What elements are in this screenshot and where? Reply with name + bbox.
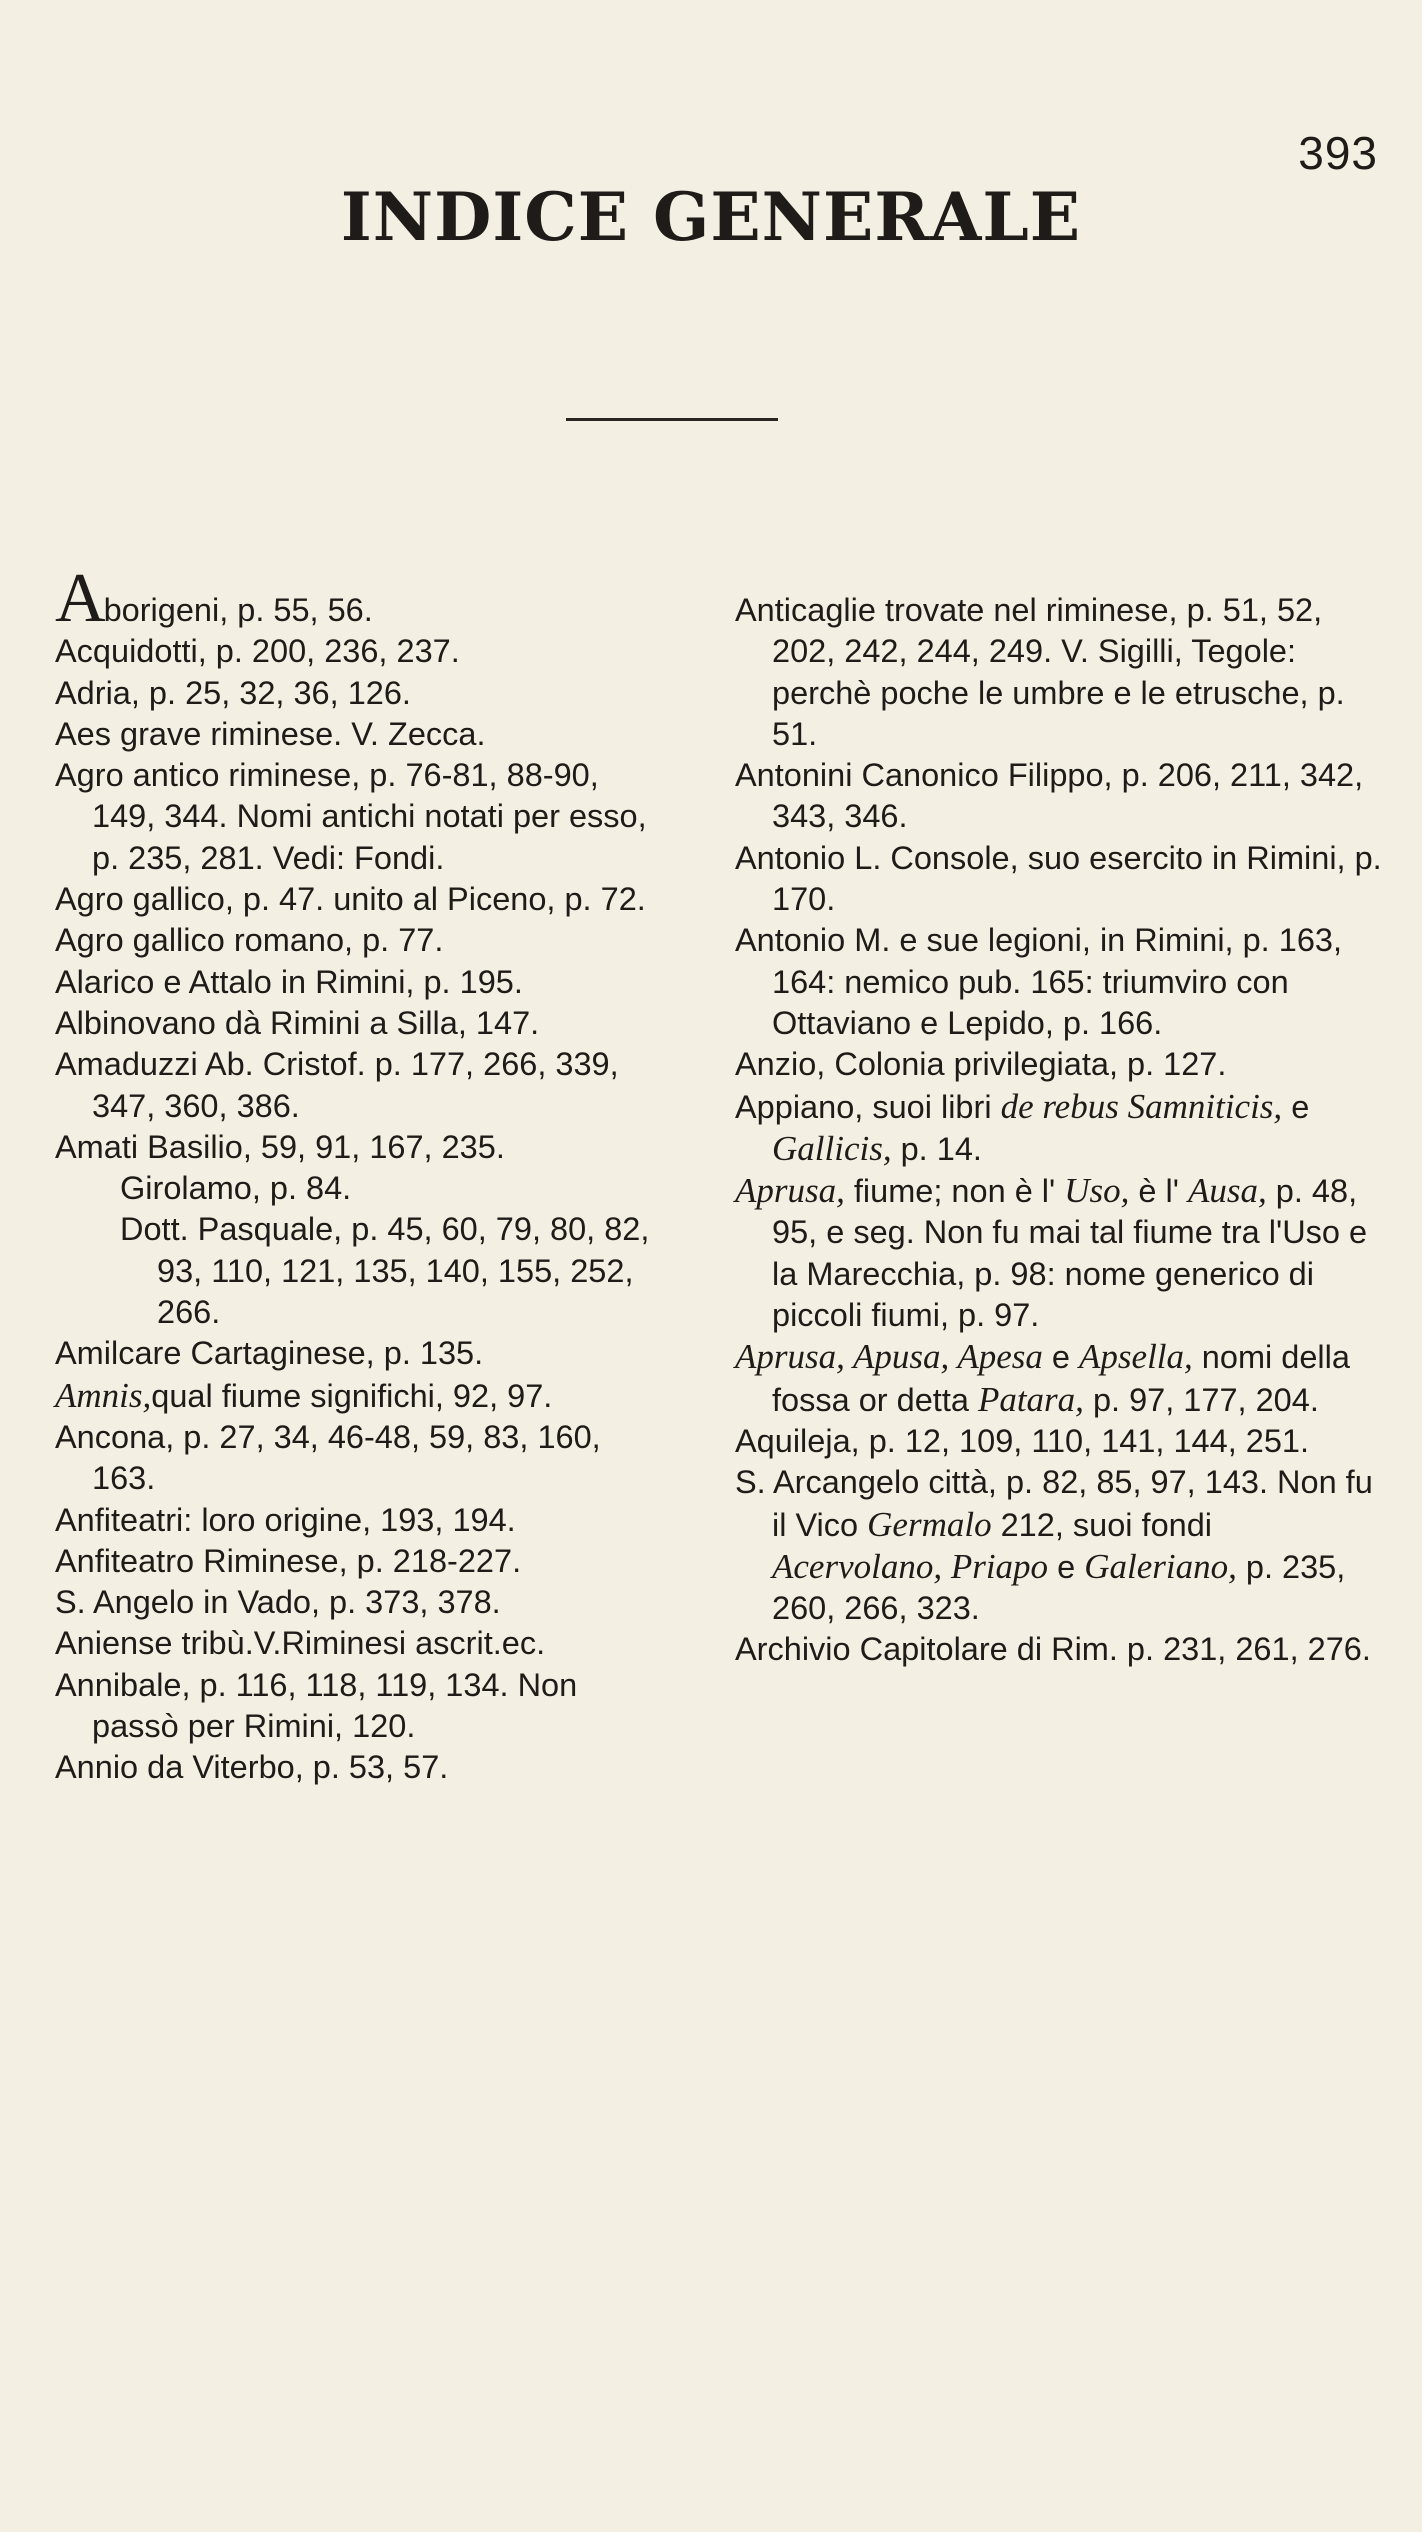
index-subentry: Dott. Pasquale, p. 45, 60, 79, 80, 82, 93, 110, 121, 135, 140, 155, 252, 266. xyxy=(120,1211,650,1331)
index-entry: Amnis,qual fiume significhi, 92, 97. xyxy=(55,1375,553,1415)
index-entry: Amaduzzi Ab. Cristof. p. 177, 266, 339, 347, 360, 386. xyxy=(55,1046,619,1124)
index-entry: Annibale, p. 116, 118, 119, 134. Non passò per Rimini, 120. xyxy=(55,1666,578,1745)
index-entry: S. Arcangelo città, p. 82, 85, 97, 143. Non fu il Vico Germalo 212, suoi fondi Acervolano, Priapo e Galeriano, p. 235, 260, 266, 323. xyxy=(735,1464,1373,1627)
index-entry: Anfiteatri: loro origine, 193, 194. xyxy=(55,1501,516,1538)
index-entry: Amilcare Cartaginese, p. 135. xyxy=(55,1335,484,1372)
index-entry: Antonini Canonico Filippo, p. 206, 211, 342, 343, 346. xyxy=(735,757,1364,835)
index-entry: Aniense tribù.V.Riminesi ascrit.ec. xyxy=(55,1625,546,1662)
index-entry: Acquidotti, p. 200, 236, 237. xyxy=(55,633,460,670)
index-entry: Ancona, p. 27, 34, 46-48, 59, 83, 160, 163. xyxy=(55,1418,601,1497)
index-entry: Adria, p. 25, 32, 36, 126. xyxy=(55,674,411,711)
drop-cap: A xyxy=(55,560,104,637)
index-entry: Antonio M. e sue legioni, in Rimini, p. 163, 164: nemico pub. 165: triumviro con Ottaviano e Lepido, p. 166. xyxy=(735,922,1342,1041)
index-entry: Archivio Capitolare di Rim. p. 231, 261, 276. xyxy=(735,1631,1371,1668)
index-column-left xyxy=(55,560,655,1789)
index-entry: Antonio L. Console, suo esercito in Rimini, p. 170. xyxy=(735,839,1382,918)
index-entry: Aborigeni, p. 55, 56. xyxy=(55,560,373,637)
index-entry: Appiano, suoi libri de rebus Samniticis, e Gallicis, p. 14. xyxy=(735,1086,1310,1168)
index-entry: Alarico e Attalo in Rimini, p. 195. xyxy=(55,963,523,1000)
index-entry: S. Angelo in Vado, p. 373, 378. xyxy=(55,1584,501,1621)
page-title: INDICE GENERALE xyxy=(340,178,1082,256)
index-entry: Anzio, Colonia privilegiata, p. 127. xyxy=(735,1046,1227,1083)
index-entry: Aquileja, p. 12, 109, 110, 141, 144, 251. xyxy=(735,1422,1310,1459)
index-entry: Agro gallico, p. 47. unito al Piceno, p. 72. xyxy=(55,881,646,918)
index-entry: Anticaglie trovate nel riminese, p. 51, 52, 202, 242, 244, 249. V. Sigilli, Tegole: perchè poche le umbre e le etrusche, p. 51. xyxy=(735,592,1345,752)
index-entry: Agro gallico romano, p. 77. xyxy=(55,922,444,959)
page-number: 393 xyxy=(1298,127,1378,179)
index-entry: Aes grave riminese. V. Zecca. xyxy=(55,715,486,752)
index-entry: Aprusa, Apusa, Apesa e Apsella, nomi della fossa or detta Patara, p. 97, 177, 204. xyxy=(735,1337,1350,1419)
index-entry: Anfiteatro Riminese, p. 218-227. xyxy=(55,1542,522,1579)
index-entry: Albinovano dà Rimini a Silla, 147. xyxy=(55,1004,540,1041)
index-subentry: Girolamo, p. 84. xyxy=(120,1170,352,1207)
index-column-right xyxy=(735,590,1385,1671)
index-entry: Amati Basilio, 59, 91, 167, 235. xyxy=(55,1128,505,1165)
index-entry: Agro antico riminese, p. 76-81, 88-90, 149, 344. Nomi antichi notati per esso, p. 235, 281. Vedi: Fondi. xyxy=(55,757,647,876)
index-entry: Annio da Viterbo, p. 53, 57. xyxy=(55,1749,449,1786)
index-entry: Aprusa, fiume; non è l' Uso, è l' Ausa, p. 48, 95, e seg. Non fu mai tal fiume tra l'Uso e la Marecchia, p. 98: nome generico di piccoli fiumi, p. 97. xyxy=(735,1171,1368,1334)
title-rule xyxy=(566,418,778,421)
